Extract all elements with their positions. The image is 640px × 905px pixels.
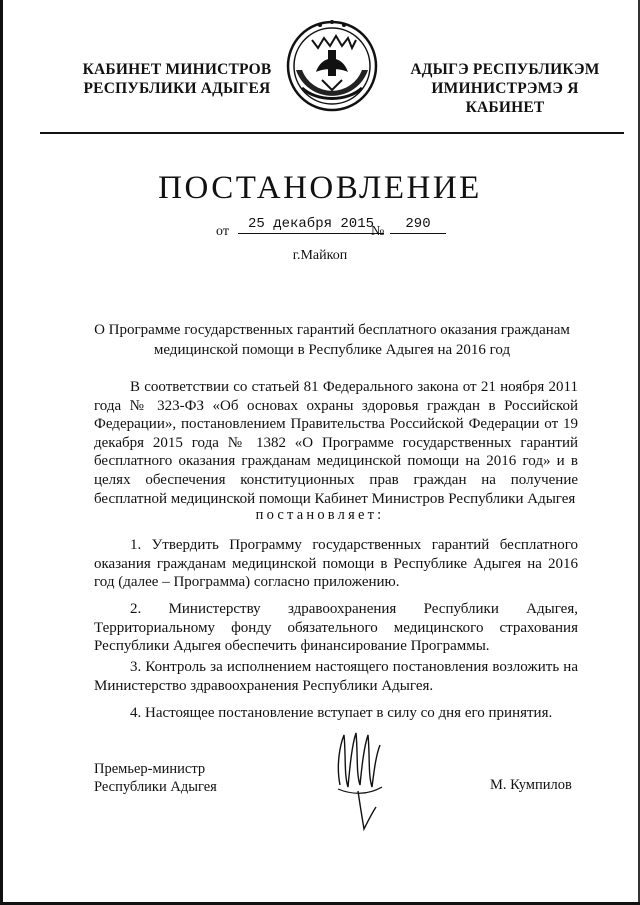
document-number: 290 [390,216,446,234]
number-prefix: № [371,224,385,239]
document-title: ПОСТАНОВЛЕНИЕ [158,170,482,206]
item-4-paragraph: 4. Настоящее постановление вступает в силу со дня его принятия. [130,705,553,721]
header-left-line2: РЕСПУБЛИКИ АДЫГЕЯ [83,80,271,97]
document-subject [90,320,574,360]
header-right-line2: ИМИНИСТРЭМЭ Я КАБИНЕТ [431,80,579,116]
document-dateline [216,216,476,240]
subject-line-2: медицинской помощи в Республике Адыгея на 2016 год [153,342,511,358]
subject-line-1: О Программе государственных гарантий бесплатного оказания гражданам [94,322,570,338]
header-divider [40,132,624,134]
signatory-name: М. Кумпилов [490,777,572,793]
position-line-1: Премьер-министр [94,761,206,777]
item-1-paragraph: 1. Утвердить Программу государственных гарантий бесплатного оказания гражданам медицинской помощи в Республике Адыгея на 2016 год (далее – Программа) согласно приложению. [94,537,578,591]
item-3-paragraph: 3. Контроль за исполнением настоящего постановления возложить на Министерство здравоохранения Республики Адыгея. [94,659,578,694]
position-line-2: Республики Адыгея [94,779,217,795]
header-right-line1: АДЫГЭ РЕСПУБЛИКЭМ [410,61,600,78]
scan-border-left [0,0,3,905]
header-right-org [396,60,614,117]
date-prefix: от [216,224,229,239]
header-left-org [77,60,277,98]
signatory-position [94,760,217,796]
header-left-line1: КАБИНЕТ МИНИСТРОВ [82,61,272,78]
decree-word: постановляет: [255,507,385,523]
coat-of-arms-emblem-icon [282,10,382,120]
item-2-paragraph: 2. Министерству здравоохранения Республики Адыгея, Территориальному фонду обязательного медицинского страхования Республики Адыгея обеспечить финансирование Программы. [94,601,578,655]
document-city: г.Майкоп [292,248,348,263]
document-date: 25 декабря 2015 [238,216,384,234]
preamble-paragraph: В соответствии со статьей 81 Федерального закона от 21 ноября 2011 года № 323-ФЗ «Об основах охраны здоровья граждан в Российской Федерации», постановлением Правительства Российской Федерации от 19 декабря 2015 года № 1382 «О Программе государственных гарантий бесплатного оказания гражданам медицинской помощи на 2016 год» и в целях обеспечения конституционных прав граждан на получение бесплатной медицинской помощи Кабинет Министров Республики Адыгея [94,379,578,507]
handwritten-signature-icon [318,725,398,835]
